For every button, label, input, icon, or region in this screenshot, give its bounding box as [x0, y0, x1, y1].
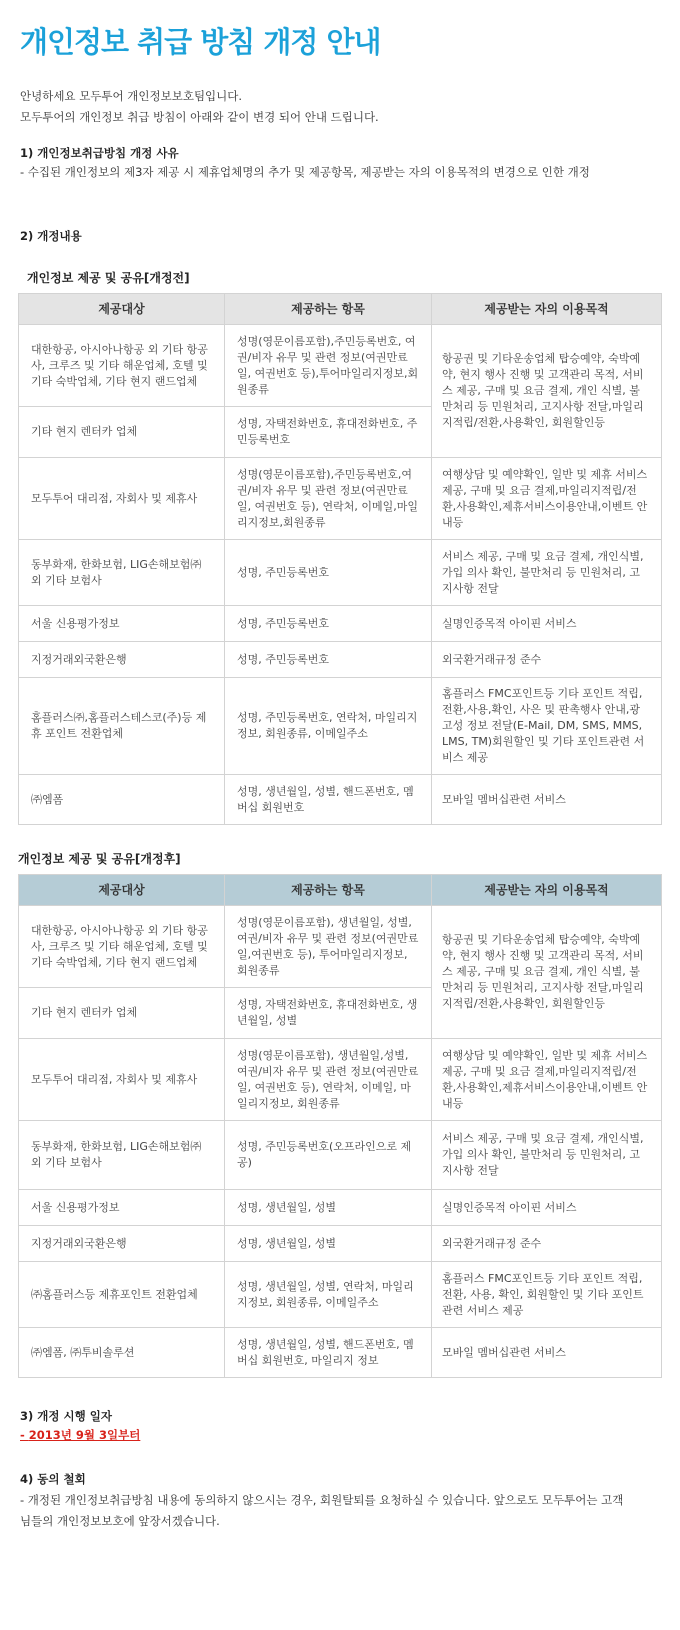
cell-purpose: 홈플러스 FMC포인트등 기타 포인트 적립,전환,사용,확인, 사은 및 판촉행사 안내,광고성 정보 전달(E-Mail, DM, SMS, MMS, LMS, TM)회원할인 및 기타 포인트관련 서비스 제공: [432, 678, 662, 775]
cell-items: 성명, 주민등록번호: [225, 606, 432, 642]
cell-purpose: 여행상담 및 예약확인, 일반 및 제휴 서비스 제공, 구매 및 요금 결제,마일리지적립/전환,사용확인,제휴서비스이용안내,이벤트 안내등: [432, 1039, 662, 1121]
page-title: 개인정보 취급 방침 개정 안내: [20, 25, 381, 59]
cell-items: 성명(영문이름포함),주민등록번호,여권/비자 유무 및 관련 정보(여권만료일, 여권번호 등), 연락처, 이메일,마일리지정보,회원종류: [225, 458, 432, 540]
cell-target: ㈜홈플러스등 제휴포인트 전환업체: [19, 1262, 225, 1328]
table-row: [19, 1262, 662, 1328]
cell-purpose: 실명인증목적 아이핀 서비스: [432, 606, 662, 642]
cell-target: 대한항공, 아시아나항공 외 기타 항공사, 크루즈 및 기타 해운업체, 호텔 및 기타 숙박업체, 기타 현지 랜드업체: [19, 906, 225, 988]
cell-target: 기타 현지 렌터카 업체: [19, 988, 225, 1039]
cell-purpose: 서비스 제공, 구매 및 요금 결제, 개인식별, 가입 의사 확인, 불만처리 등 민원처리, 고지사항 전달: [432, 540, 662, 606]
cell-target: 동부화재, 한화보험, LIG손해보험㈜ 외 기타 보험사: [19, 1121, 225, 1190]
table-after-caption: 개인정보 제공 및 공유[개정후]: [18, 852, 181, 866]
intro-line-2: 모두투어의 개인정보 취급 방침이 아래와 같이 변경 되어 안내 드립니다.: [20, 110, 379, 124]
section4-body: - 개정된 개인정보취급방침 내용에 동의하지 않으시는 경우, 회원탈퇴를 요청하실 수 있습니다. 앞으로도 모두투어는 고객님들의 개인정보보호에 앞장서겠습니다.: [20, 1493, 624, 1528]
cell-items: 성명, 생년월일, 성별: [225, 1226, 432, 1262]
header-purpose: 제공받는 자의 이용목적: [432, 294, 662, 325]
cell-purpose: 항공권 및 기타운송업체 탑승예약, 숙박예약, 현지 행사 진행 및 고객관리 목적, 서비스 제공, 구매 및 요금 결제, 개인 식별, 불만처리 등 민원처리, 고지사항 전달,마일리지적립/전환,사용확인, 회원할인등: [432, 906, 662, 1039]
cell-items: 성명, 생년월일, 성별, 핸드폰번호, 멤버십 회원번호: [225, 775, 432, 825]
cell-target: 모두투어 대리점, 자회사 및 제휴사: [19, 1039, 225, 1121]
table-row: [19, 1121, 662, 1190]
effective-date-prefix: -: [20, 1428, 29, 1442]
cell-target: 지정거래외국환은행: [19, 642, 225, 678]
header-target: 제공대상: [19, 294, 225, 325]
cell-purpose: 홈플러스 FMC포인트등 기타 포인트 적립, 전환, 사용, 확인, 회원할인 및 기타 포인트관련 서비스 제공: [432, 1262, 662, 1328]
header-purpose: 제공받는 자의 이용목적: [432, 875, 662, 906]
table-row: [19, 678, 662, 775]
table-header-row: [19, 875, 662, 906]
cell-target: 서울 신용평가정보: [19, 606, 225, 642]
section2-title: 2) 개정내용: [20, 229, 82, 243]
cell-items: 성명, 주민등록번호(오프라인으로 제공): [225, 1121, 432, 1190]
cell-items: 성명, 주민등록번호: [225, 642, 432, 678]
table-row: [19, 458, 662, 540]
cell-purpose: 외국환거래규정 준수: [432, 1226, 662, 1262]
cell-items: 성명(영문이름포함),주민등록번호, 여권/비자 유무 및 관련 정보(여권만료일, 여권번호 등),투어마일리지정보,회원종류: [225, 325, 432, 407]
table-after: [18, 874, 662, 1378]
cell-purpose: 서비스 제공, 구매 및 요금 결제, 개인식별, 가입 의사 확인, 불만처리 등 민원처리, 고지사항 전달: [432, 1121, 662, 1190]
header-target: 제공대상: [19, 875, 225, 906]
cell-target: 홈플러스㈜,홈플러스테스코(주)등 제휴 포인트 전환업체: [19, 678, 225, 775]
cell-purpose: 모바일 멤버십관련 서비스: [432, 775, 662, 825]
cell-target: 대한항공, 아시아나항공 외 기타 항공사, 크루즈 및 기타 해운업체, 호텔 및 기타 숙박업체, 기타 현지 랜드업체: [19, 325, 225, 407]
cell-target: ㈜엠폼: [19, 775, 225, 825]
cell-purpose: 외국환거래규정 준수: [432, 642, 662, 678]
cell-items: 성명, 자택전화번호, 휴대전화번호, 생년월일, 성별: [225, 988, 432, 1039]
cell-items: 성명(영문이름포함), 생년월일, 성별, 여권/비자 유무 및 관련 정보(여권만료일,여권번호 등), 투어마일리지정보, 회원종류: [225, 906, 432, 988]
cell-items: 성명, 생년월일, 성별, 핸드폰번호, 멤버십 회원번호, 마일리지 정보: [225, 1328, 432, 1378]
cell-target: ㈜엠폼, ㈜투비솔루션: [19, 1328, 225, 1378]
cell-items: 성명(영문이름포함), 생년월일,성별, 여권/비자 유무 및 관련 정보(여권만료일, 여권번호 등), 연락처, 이메일, 마일리지정보, 회원종류: [225, 1039, 432, 1121]
cell-purpose: 실명인증목적 아이핀 서비스: [432, 1190, 662, 1226]
header-items: 제공하는 항목: [225, 875, 432, 906]
effective-date-value: 2013년 9월 3일부터: [28, 1428, 141, 1442]
cell-target: 지정거래외국환은행: [19, 1226, 225, 1262]
section1-title: 1) 개인정보취급방침 개정 사유: [20, 146, 179, 160]
intro-line-1: 안녕하세요 모두투어 개인정보보호팀입니다.: [20, 89, 243, 103]
cell-purpose: 항공권 및 기타운송업체 탑승예약, 숙박예약, 현지 행사 진행 및 고객관리 목적, 서비스 제공, 구매 및 요금 결제, 개인 식별, 불만처리 등 민원처리, 고지사항 전달,마일리지적립/전환,사용확인, 회원할인등: [432, 325, 662, 458]
intro: [20, 86, 379, 128]
effective-date: [20, 1427, 140, 1443]
header-items: 제공하는 항목: [225, 294, 432, 325]
cell-items: 성명, 생년월일, 성별, 연락처, 마일리지정보, 회원종류, 이메일주소: [225, 1262, 432, 1328]
cell-purpose: 모바일 멤버십관련 서비스: [432, 1328, 662, 1378]
table-row: [19, 642, 662, 678]
table-row: [19, 606, 662, 642]
cell-items: 성명, 자택전화번호, 휴대전화번호, 주민등록번호: [225, 407, 432, 458]
table-row: [19, 325, 662, 407]
cell-items: 성명, 주민등록번호: [225, 540, 432, 606]
section3-title: 3) 개정 시행 일자: [20, 1409, 112, 1423]
cell-target: 모두투어 대리점, 자회사 및 제휴사: [19, 458, 225, 540]
table-header-row: [19, 294, 662, 325]
cell-purpose: 여행상담 및 예약확인, 일반 및 제휴 서비스 제공, 구매 및 요금 결제,마일리지적립/전환,사용확인,제휴서비스이용안내,이벤트 안내등: [432, 458, 662, 540]
table-row: [19, 906, 662, 988]
cell-target: 서울 신용평가정보: [19, 1190, 225, 1226]
cell-target: 기타 현지 렌터카 업체: [19, 407, 225, 458]
table-row: [19, 1328, 662, 1378]
cell-items: 성명, 생년월일, 성별: [225, 1190, 432, 1226]
section1-body: - 수집된 개인정보의 제3자 제공 시 제휴업체명의 추가 및 제공항목, 제공받는 자의 이용목적의 변경으로 인한 개정: [20, 165, 590, 179]
cell-target: 동부화재, 한화보험, LIG손해보험㈜ 외 기타 보험사: [19, 540, 225, 606]
table-row: [19, 540, 662, 606]
table-before: [18, 293, 662, 825]
cell-items: 성명, 주민등록번호, 연락처, 마일리지정보, 회원종류, 이메일주소: [225, 678, 432, 775]
table-row: [19, 775, 662, 825]
table-row: [19, 1039, 662, 1121]
table-row: [19, 1190, 662, 1226]
table-row: [19, 1226, 662, 1262]
section4-title: 4) 동의 철회: [20, 1472, 86, 1486]
table-before-caption: 개인정보 제공 및 공유[개정전]: [27, 271, 190, 285]
